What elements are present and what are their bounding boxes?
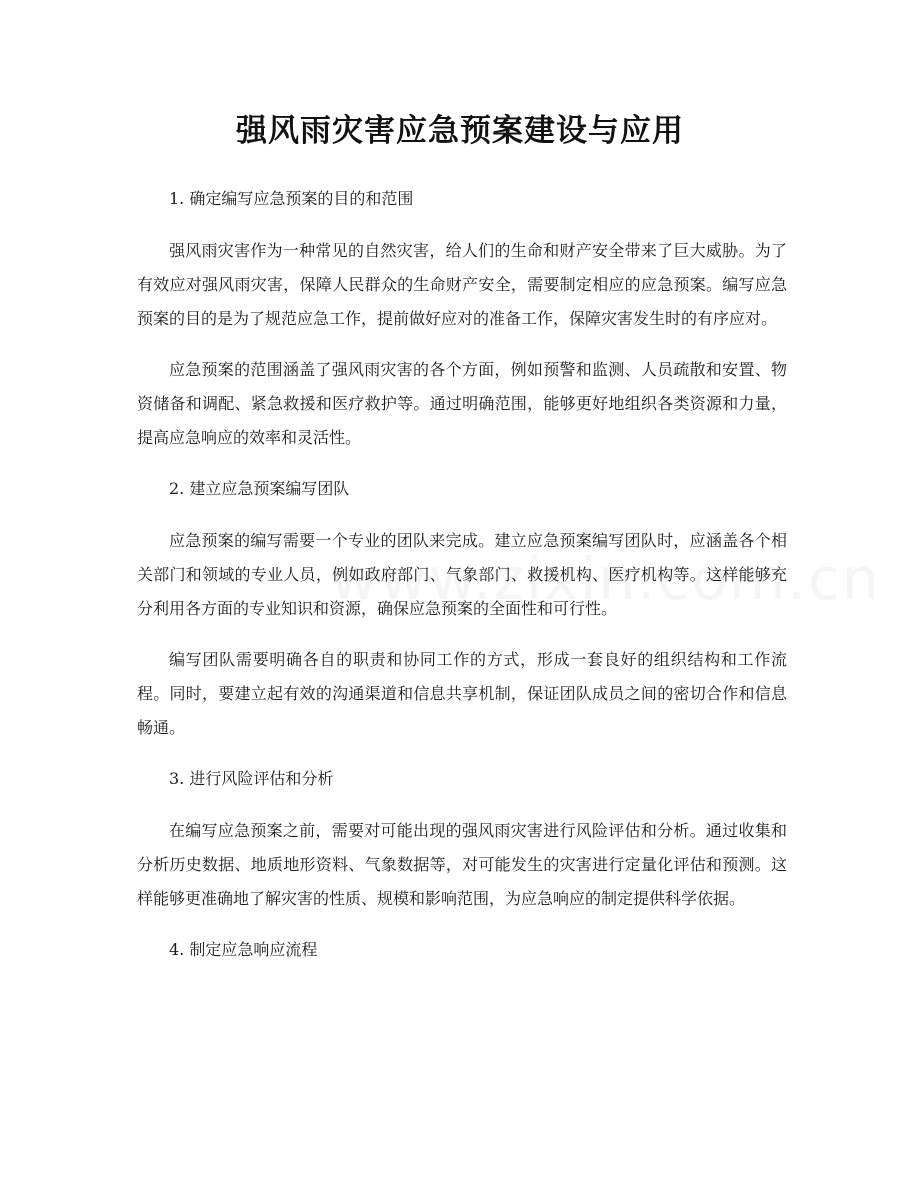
section-2-paragraph-1: 应急预案的编写需要一个专业的团队来完成。建立应急预案编写团队时，应涵盖各个相关部门和领域的专业人员，例如政府部门、气象部门、救援机构、医疗机构等。这样能够充分利用各方面的专业知识和资源，确保应急预案的全面性和可行性。 xyxy=(137,531,787,618)
document-body xyxy=(137,182,787,967)
section-heading-3: 3. 进行风险评估和分析 xyxy=(169,769,334,788)
section-2-paragraph-2: 编写团队需要明确各自的职责和协同工作的方式，形成一套良好的组织结构和工作流程。同时，要建立起有效的沟通渠道和信息共享机制，保证团队成员之间的密切合作和信息畅通。 xyxy=(137,650,787,737)
document-title: 强风雨灾害应急预案建设与应用 xyxy=(236,113,684,149)
section-1-paragraph-2: 应急预案的范围涵盖了强风雨灾害的各个方面，例如预警和监测、人员疏散和安置、物资储备和调配、紧急救援和医疗救护等。通过明确范围，能够更好地组织各类资源和力量，提高应急响应的效率和灵活性。 xyxy=(137,360,787,447)
section-1-paragraph-1: 强风雨灾害作为一种常见的自然灾害，给人们的生命和财产安全带来了巨大威胁。为了有效应对强风雨灾害，保障人民群众的生命财产安全，需要制定相应的应急预案。编写应急预案的目的是为了规范应急工作，提前做好应对的准备工作，保障灾害发生时的有序应对。 xyxy=(137,241,787,328)
section-heading-2: 2. 建立应急预案编写团队 xyxy=(169,479,350,498)
section-3-paragraph-1: 在编写应急预案之前，需要对可能出现的强风雨灾害进行风险评估和分析。通过收集和分析历史数据、地质地形资料、气象数据等，对可能发生的灾害进行定量化评估和预测。这样能够更准确地了解灾害的性质、规模和影响范围，为应急响应的制定提供科学依据。 xyxy=(137,821,787,908)
section-heading-1: 1. 确定编写应急预案的目的和范围 xyxy=(169,189,414,208)
section-heading-4: 4. 制定应急响应流程 xyxy=(169,940,318,959)
